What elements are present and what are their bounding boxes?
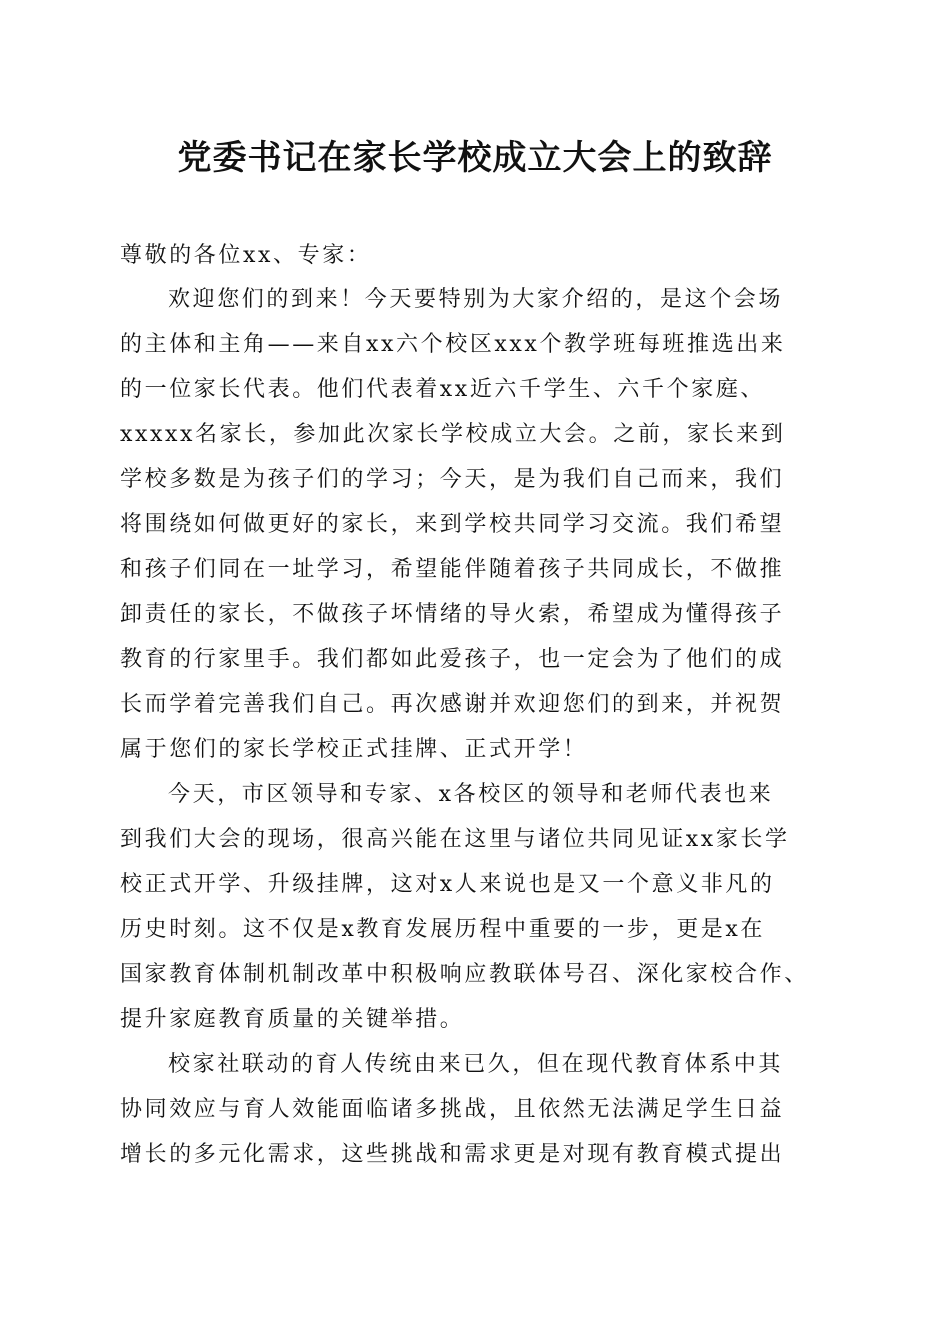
paragraph-2 xyxy=(120,772,832,1042)
paragraph-line: 和孩子们同在一址学习，希望能伴随着孩子共同成长，不做推 xyxy=(120,557,785,582)
paragraph-line: 将围绕如何做更好的家长，来到学校共同学习交流。我们希望 xyxy=(120,512,785,537)
paragraph-line: 提升家庭教育质量的关键举措。 xyxy=(120,1007,465,1032)
paragraph-line: 增长的多元化需求，这些挑战和需求更是对现有教育模式提出 xyxy=(120,1142,785,1167)
paragraph-line: 的主体和主角——来自xx六个校区xxx个教学班每班推选出来 xyxy=(120,332,786,357)
paragraph-line: 教育的行家里手。我们都如此爱孩子，也一定会为了他们的成 xyxy=(120,647,785,672)
paragraph-line: 到我们大会的现场，很高兴能在这里与诸位共同见证xx家长学 xyxy=(120,827,790,852)
document-title: 党委书记在家长学校成立大会上的致辞 xyxy=(177,138,773,178)
paragraph-line: 学校多数是为孩子们的学习；今天，是为我们自己而来，我们 xyxy=(120,467,785,492)
paragraph-line: 卸责任的家长，不做孩子坏情绪的导火索，希望成为懂得孩子 xyxy=(120,602,785,627)
paragraph-line: 国家教育体制机制改革中积极响应教联体号召、深化家校合作、 xyxy=(120,962,809,987)
paragraph-1 xyxy=(120,277,832,772)
paragraph-line: 今天，市区领导和专家、x各校区的领导和老师代表也来 xyxy=(168,782,774,807)
paragraph-line: 的一位家长代表。他们代表着xx近六千学生、六千个家庭、 xyxy=(120,377,766,402)
paragraph-line: 历史时刻。这不仅是x教育发展历程中重要的一步，更是x在 xyxy=(120,917,766,942)
paragraph-line: 校正式开学、升级挂牌，这对x人来说也是又一个意义非凡的 xyxy=(120,872,775,897)
paragraph-3 xyxy=(120,1042,832,1177)
paragraph-line: 欢迎您们的到来！今天要特别为大家介绍的，是这个会场 xyxy=(168,287,784,312)
paragraph-line: 校家社联动的育人传统由来已久，但在现代教育体系中其 xyxy=(168,1052,784,1077)
salutation: 尊敬的各位xx、专家： xyxy=(120,243,372,268)
paragraph-line: 长而学着完善我们自己。再次感谢并欢迎您们的到来，并祝贺 xyxy=(120,692,785,717)
paragraph-line: xxxxx名家长，参加此次家长学校成立大会。之前，家长来到 xyxy=(120,422,786,447)
paragraph-line: 属于您们的家长学校正式挂牌、正式开学！ xyxy=(120,737,588,762)
paragraph-line: 协同效应与育人效能面临诸多挑战，且依然无法满足学生日益 xyxy=(120,1097,785,1122)
